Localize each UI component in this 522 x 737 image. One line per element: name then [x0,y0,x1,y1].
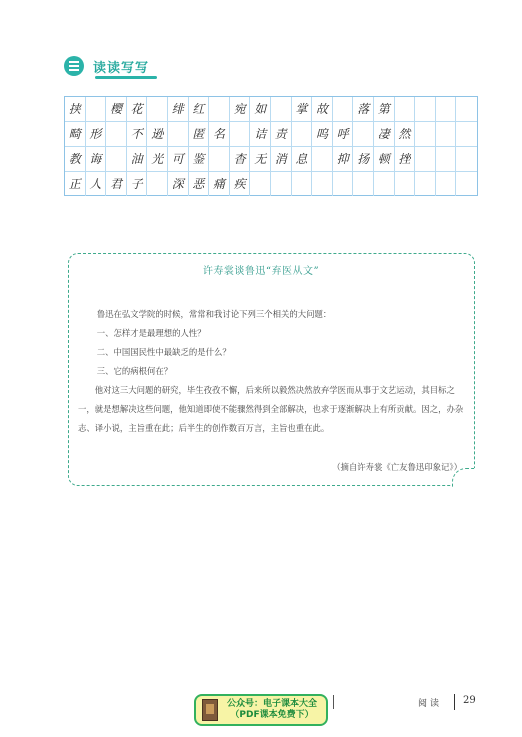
grid-cell [333,97,354,122]
grid-cell: 红 [189,97,210,122]
grid-cell: 花 [127,97,148,122]
grid-cell [147,172,168,196]
grid-cell [312,172,333,196]
grid-cell [333,172,354,196]
grid-cell [353,172,374,196]
grid-cell [271,172,292,196]
vocabulary-grid [64,96,478,196]
grid-cell: 呼 [333,122,354,147]
footer-divider [333,695,334,709]
grid-cell [395,97,416,122]
grid-cell: 深 [168,172,189,196]
grid-cell [415,122,436,147]
grid-cell [456,172,477,196]
footer-label: 阅读 [418,699,443,709]
grid-cell: 教 [65,147,86,172]
grid-cell: 顿 [374,147,395,172]
grid-cell [209,97,230,122]
grid-cell: 恶 [189,172,210,196]
reading-paragraph-2: 他对这三大问题的研究，毕生孜孜不懈，后来所以毅然决然放弃学医而从事于文艺运动，其目标之一，就是想解决这些问题，他知道即使不能骤然得到全部解决，也求于逐渐解决上有所贡献。因之，办杂志、译小说，主旨重在此；后半生的创作数百万言，主旨也重在此。 [78,385,464,433]
grid-cell [168,122,189,147]
grid-cell: 落 [353,97,374,122]
grid-cell [209,147,230,172]
section-number-icon [64,56,84,76]
grid-cell: 子 [127,172,148,196]
grid-cell: 息 [292,147,313,172]
reading-question-1: 一、怎样才是最理想的人性？ [96,328,206,338]
grid-cell: 无 [250,147,271,172]
grid-cell: 掌 [292,97,313,122]
grid-cell: 挟 [65,97,86,122]
grid-cell [147,97,168,122]
grid-cell: 不 [127,122,148,147]
promo-badge-text [218,699,326,721]
grid-cell [436,122,457,147]
grid-cell [436,172,457,196]
grid-cell [292,122,313,147]
grid-cell [456,147,477,172]
grid-cell: 光 [147,147,168,172]
grid-cell: 第 [374,97,395,122]
grid-cell: 挫 [395,147,416,172]
grid-cell: 痛 [209,172,230,196]
grid-cell: 然 [395,122,416,147]
grid-cell: 樱 [106,97,127,122]
grid-cell: 故 [312,97,333,122]
promo-badge-line-1: 公众号：电子课本大全 [226,699,317,709]
grid-cell: 君 [106,172,127,196]
reading-paragraph-1: 鲁迅在弘文学院的时候，常常和我讨论下列三个相关的大问题： [96,309,332,319]
grid-cell: 宛 [230,97,251,122]
section-header [64,56,149,76]
grid-cell [106,122,127,147]
grid-cell: 如 [250,97,271,122]
grid-cell: 正 [65,172,86,196]
page-number-separator [454,694,455,710]
grid-cell [415,172,436,196]
section-title-underline [95,76,157,79]
grid-cell: 凄 [374,122,395,147]
grid-cell [292,172,313,196]
page-number: 29 [463,695,476,706]
grid-cell [436,97,457,122]
grid-cell: 形 [86,122,107,147]
grid-cell [230,122,251,147]
grid-cell: 逊 [147,122,168,147]
grid-cell: 消 [271,147,292,172]
reading-question-3: 三、它的病根何在？ [96,366,173,376]
grid-cell [374,172,395,196]
section-title: 读读写写 [93,60,150,76]
promo-badge[interactable] [194,694,328,726]
grid-cell: 名 [209,122,230,147]
grid-cell [271,97,292,122]
grid-cell: 鉴 [189,147,210,172]
grid-cell: 匿 [189,122,210,147]
grid-cell: 可 [168,147,189,172]
reading-title: 许寿裳谈鲁迅“弃医从文” [202,266,320,277]
grid-cell [456,122,477,147]
grid-cell: 责 [271,122,292,147]
grid-cell: 杳 [230,147,251,172]
grid-cell [312,147,333,172]
grid-cell [436,147,457,172]
grid-cell: 疾 [230,172,251,196]
reading-source: （摘自许寿裳《亡友鲁迅印象记》） [332,462,462,472]
grid-cell: 绯 [168,97,189,122]
grid-cell [353,122,374,147]
grid-cell: 诘 [250,122,271,147]
grid-cell [250,172,271,196]
grid-cell: 人 [86,172,107,196]
grid-cell [86,97,107,122]
grid-cell [106,147,127,172]
grid-cell [395,172,416,196]
grid-cell: 油 [127,147,148,172]
reading-question-2: 二、中国国民性中最缺乏的是什么？ [96,347,231,357]
promo-badge-line-2: （PDF课本免费下） [230,710,314,720]
grid-cell [415,147,436,172]
grid-cell: 抑 [333,147,354,172]
grid-cell [456,97,477,122]
grid-cell: 诲 [86,147,107,172]
grid-cell: 扬 [353,147,374,172]
grid-cell: 畸 [65,122,86,147]
grid-cell: 呜 [312,122,333,147]
grid-cell [415,97,436,122]
book-icon [202,699,218,721]
